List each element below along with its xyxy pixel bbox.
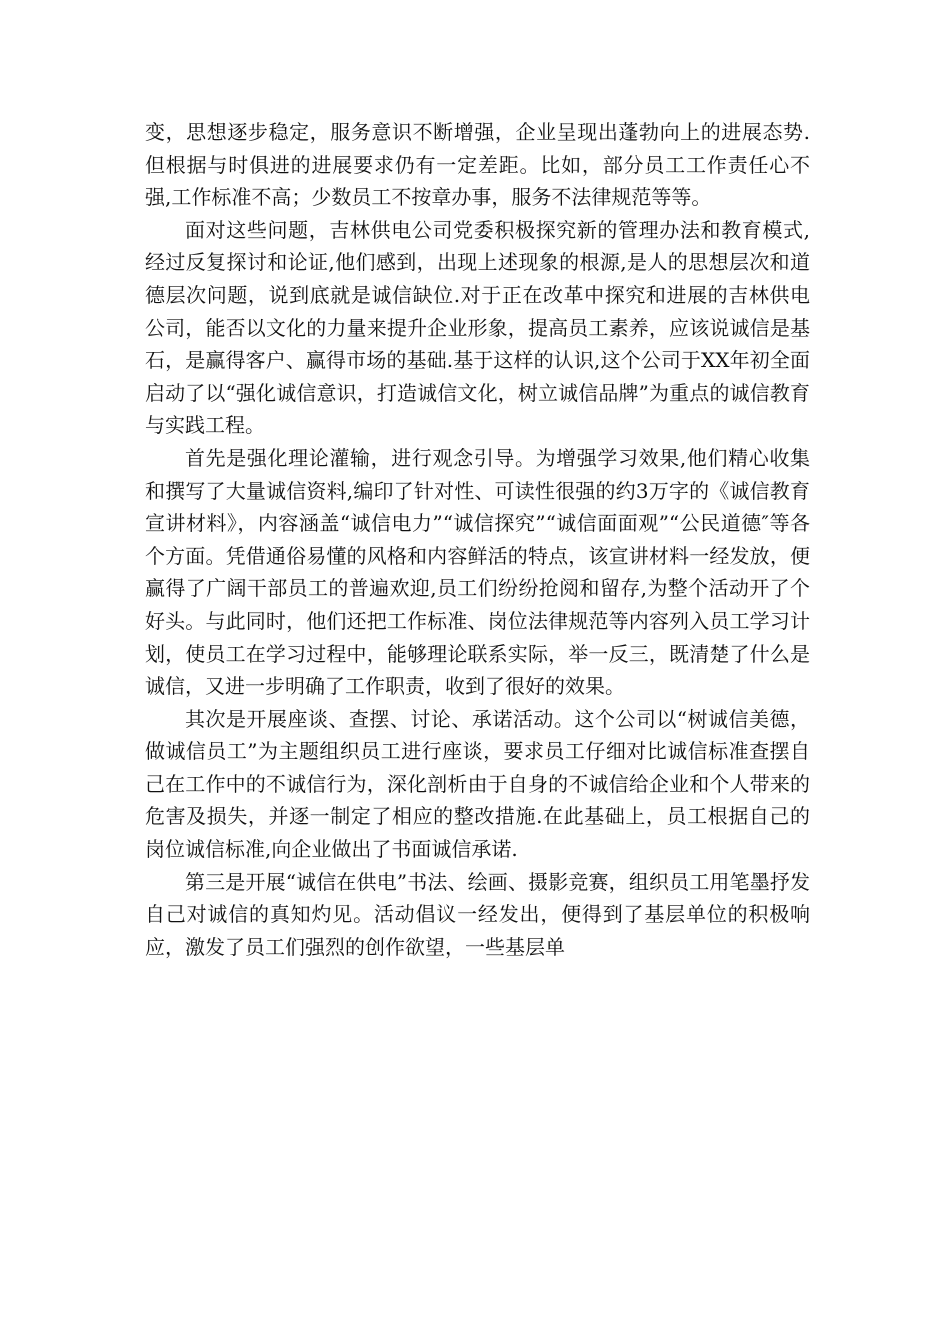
paragraph-1: 变，思想逐步稳定，服务意识不断增强，企业呈现出蓬勃向上的进展态势.但根据与时俱进的进展要求仍有一定差距。比如，部分员工工作责任心不强,工作标准不高；少数员工不按章办事，服务不法律规范等等。 — [145, 120, 810, 210]
paragraph-5: 第三是开展“诚信在供电”书法、绘画、摄影竞赛，组织员工用笔墨抒发自己对诚信的真知灼见。活动倡议一经发出，便得到了基层单位的积极响应，激发了员工们强烈的创作欲望，一些基层单 — [145, 869, 810, 959]
paragraph-4: 其次是开展座谈、查摆、讨论、承诺活动。这个公司以“树诚信美德，做诚信员工”为主题组织员工进行座谈，要求员工仔细对比诚信标准查摆自己在工作中的不诚信行为，深化剖析由于自身的不诚信给企业和个人带来的危害及损失，并逐一制定了相应的整改措施.在此基础上，员工根据自己的岗位诚信标准,向企业做出了书面诚信承诺. — [145, 706, 810, 862]
document-body — [145, 116, 810, 963]
paragraph-2: 面对这些问题，吉林供电公司党委积极探究新的管理办法和教育模式,经过反复探讨和论证,他们感到，出现上述现象的根源,是人的思想层次和道德层次问题，说到底就是诚信缺位.对于正在改革中探究和进展的吉林供电公司，能否以文化的力量来提升企业形象，提高员工素养，应该说诚信是基石，是赢得客户、赢得市场的基础.基于这样的认识,这个公司于XX年初全面启动了以“强化诚信意识，打造诚信文化，树立诚信品牌”为重点的诚信教育与实践工程。 — [145, 217, 810, 438]
paragraph-3: 首先是强化理论灌输，进行观念引导。为增强学习效果,他们精心收集和撰写了大量诚信资料,编印了针对性、可读性很强的约3万字的《诚信教育宣讲材料》，内容涵盖“诚信电力”“诚信探究”“诚信面面观”“公民道德″等各个方面。凭借通俗易懂的风格和内容鲜活的特点，该宣讲材料一经发放，便赢得了广阔干部员工的普遍欢迎,员工们纷纷抢阅和留存,为整个活动开了个好头。与此同时，他们还把工作标准、岗位法律规范等内容列入员工学习计划，使员工在学习过程中，能够理论联系实际，举一反三，既清楚了什么是诚信，又进一步明确了工作职责，收到了很好的效果。 — [145, 445, 810, 699]
